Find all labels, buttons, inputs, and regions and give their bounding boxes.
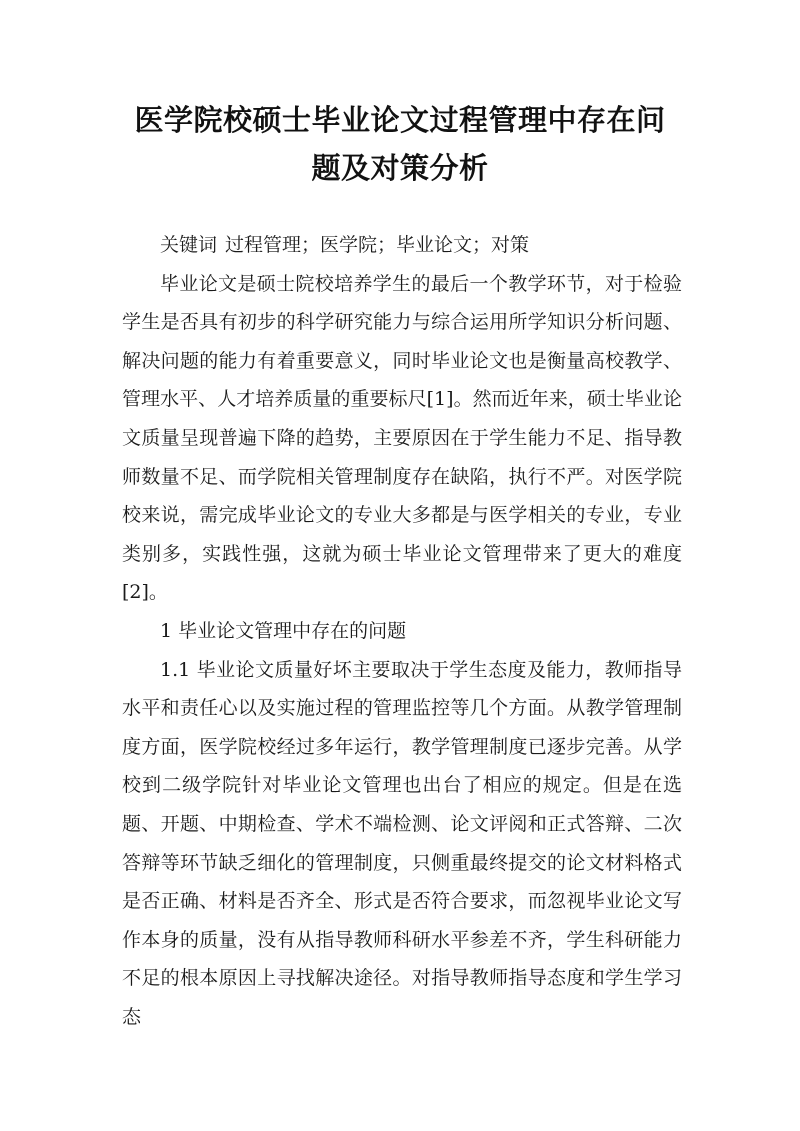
keywords-line xyxy=(122,226,682,265)
keywords-label: 关键词 xyxy=(160,234,218,256)
document-body xyxy=(122,226,682,1036)
paragraph-1-1: 1.1 毕业论文质量好坏主要取决于学生态度及能力，教师指导水平和责任心以及实施过程的管理监控等几个方面。从教学管理制度方面，医学院校经过多年运行，教学管理制度已逐步完善。从学校到二级学院针对毕业论文管理也出台了相应的规定。但是在选题、开题、中期检查、学术不端检测、论文评阅和正式答辩、二次答辩等环节缺乏细化的管理制度，只侧重最终提交的论文材料格式是否正确、材料是否齐全、形式是否符合要求，而忽视毕业论文写作本身的质量，没有从指导教师科研水平参差不齐，学生科研能力不足的根本原因上寻找解决途径。对指导教师指导态度和学生学习态 xyxy=(122,658,682,1028)
document-title xyxy=(100,96,700,192)
section-heading-1: 1 毕业论文管理中存在的问题 xyxy=(160,619,407,642)
keywords-text: 过程管理；医学院；毕业论文；对策 xyxy=(225,234,530,256)
paragraph-intro: 毕业论文是硕士院校培养学生的最后一个教学环节，对于检验学生是否具有初步的科学研究能力与综合运用所学知识分析问题、解决问题的能力有着重要意义，同时毕业论文也是衡量高校教学、管理水平、人才培养质量的重要标尺[1]。然而近年来，硕士毕业论文质量呈现普遍下降的趋势，主要原因在于学生能力不足、指导教师数量不足、而学院相关管理制度存在缺陷，执行不严。对医学院校来说，需完成毕业论文的专业大多都是与医学相关的专业，专业类别多，实践性强，这就为硕士毕业论文管理带来了更大的难度[2]。 xyxy=(122,272,682,604)
title-line-1: 医学院校硕士毕业论文过程管理中存在问 xyxy=(134,103,666,137)
title-line-2: 题及对策分析 xyxy=(311,151,489,185)
